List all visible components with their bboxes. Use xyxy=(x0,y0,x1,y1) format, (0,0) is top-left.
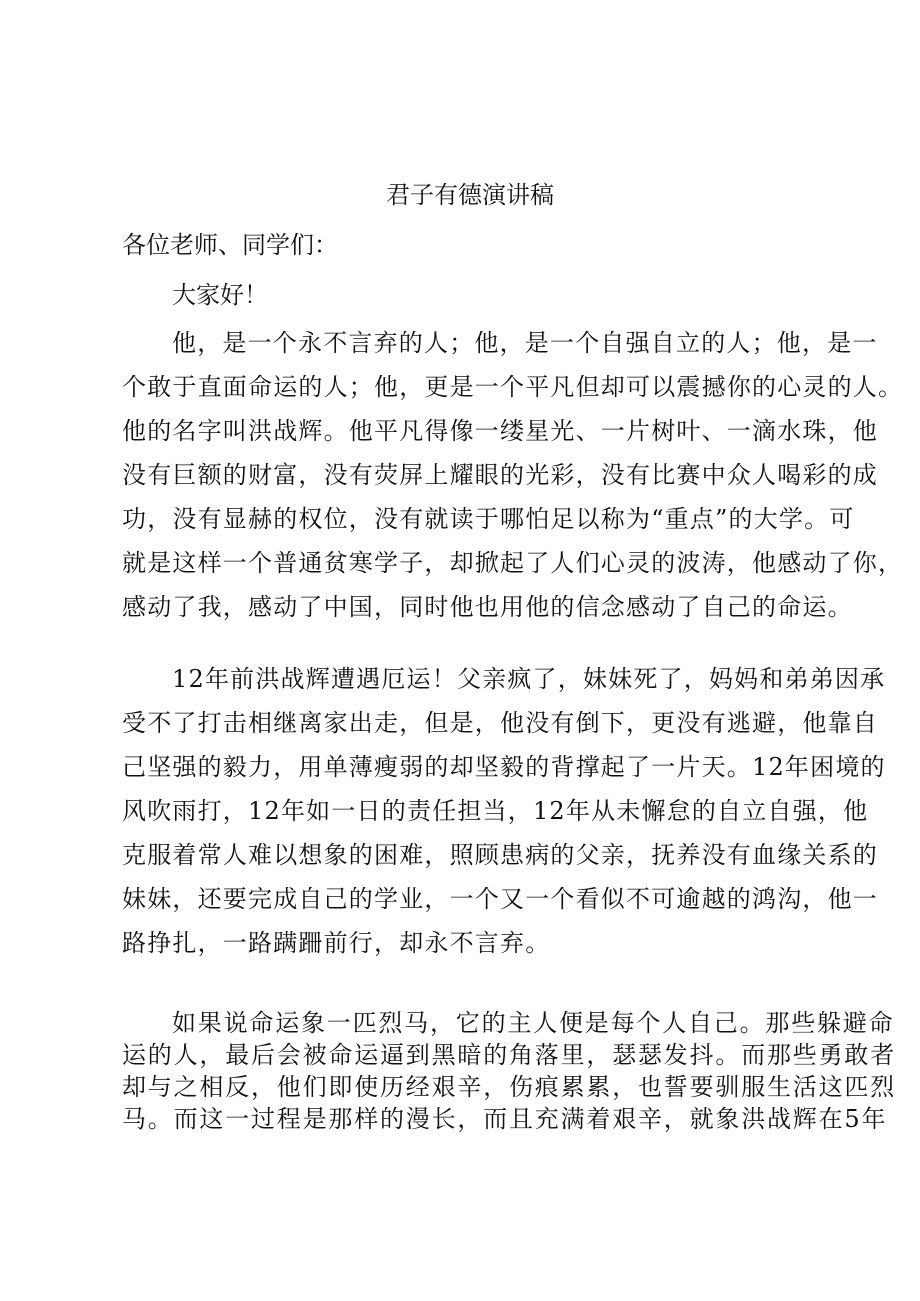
paragraph-line: 就是这样一个普通贫寒学子，却掀起了人们心灵的波涛，他感动了你， xyxy=(122,549,904,577)
greeting: 大家好！ xyxy=(172,281,268,309)
paragraph-line: 妹妹，还要完成自己的学业，一个又一个看似不可逾越的鸿沟，他一 xyxy=(122,885,878,913)
paragraph-line: 他的名字叫洪战辉。他平凡得像一缕星光、一片树叶、一滴水珠，他 xyxy=(122,417,878,445)
paragraph-line: 功，没有显赫的权位，没有就读于哪怕足以称为“重点”的大学。可 xyxy=(122,505,855,533)
paragraph-line: 马。而这一过程是那样的漫长，而且充满着艰辛，就象洪战辉在5年 xyxy=(122,1105,888,1133)
paragraph-line: 却与之相反，他们即使历经艰辛，伤痕累累，也誓要驯服生活这匹烈 xyxy=(122,1073,896,1101)
paragraph-line: 路挣扎，一路蹒跚前行，却永不言弃。 xyxy=(122,929,551,957)
paragraph-3 xyxy=(122,1008,896,1136)
paragraph-line: 受不了打击相继离家出走，但是，他没有倒下，更没有逃避，他靠自 xyxy=(122,709,878,737)
paragraph-1 xyxy=(122,326,904,634)
document-title: 君子有德演讲稿 xyxy=(386,181,554,209)
paragraph-2 xyxy=(122,662,886,970)
paragraph-line: 己坚强的毅力，用单薄瘦弱的却坚毅的背撑起了一片天。12年困境的 xyxy=(122,753,886,781)
paragraph-line: 感动了我，感动了中国，同时他也用他的信念感动了自己的命运。 xyxy=(122,593,853,621)
paragraph-line: 克服着常人难以想象的困难，照顾患病的父亲，抚养没有血缘关系的 xyxy=(122,841,878,869)
paragraph-line: 12年前洪战辉遭遇厄运！父亲疯了，妹妹死了，妈妈和弟弟因承 xyxy=(172,665,886,693)
paragraph-line: 个敢于直面命运的人；他，更是一个平凡但却可以震撼你的心灵的人。 xyxy=(122,373,904,401)
salutation: 各位老师、同学们： xyxy=(122,231,338,259)
paragraph-line: 如果说命运象一匹烈马，它的主人便是每个人自己。那些躲避命 xyxy=(172,1009,895,1037)
paragraph-line: 风吹雨打，12年如一日的责任担当，12年从未懈怠的自立自强，他 xyxy=(122,797,869,825)
paragraph-line: 没有巨额的财富，没有荧屏上耀眼的光彩，没有比赛中众人喝彩的成 xyxy=(122,461,878,489)
paragraph-line: 他，是一个永不言弃的人；他，是一个自强自立的人；他，是一 xyxy=(172,329,878,357)
paragraph-line: 运的人，最后会被命运逼到黑暗的角落里，瑟瑟发抖。而那些勇敢者 xyxy=(122,1041,896,1069)
